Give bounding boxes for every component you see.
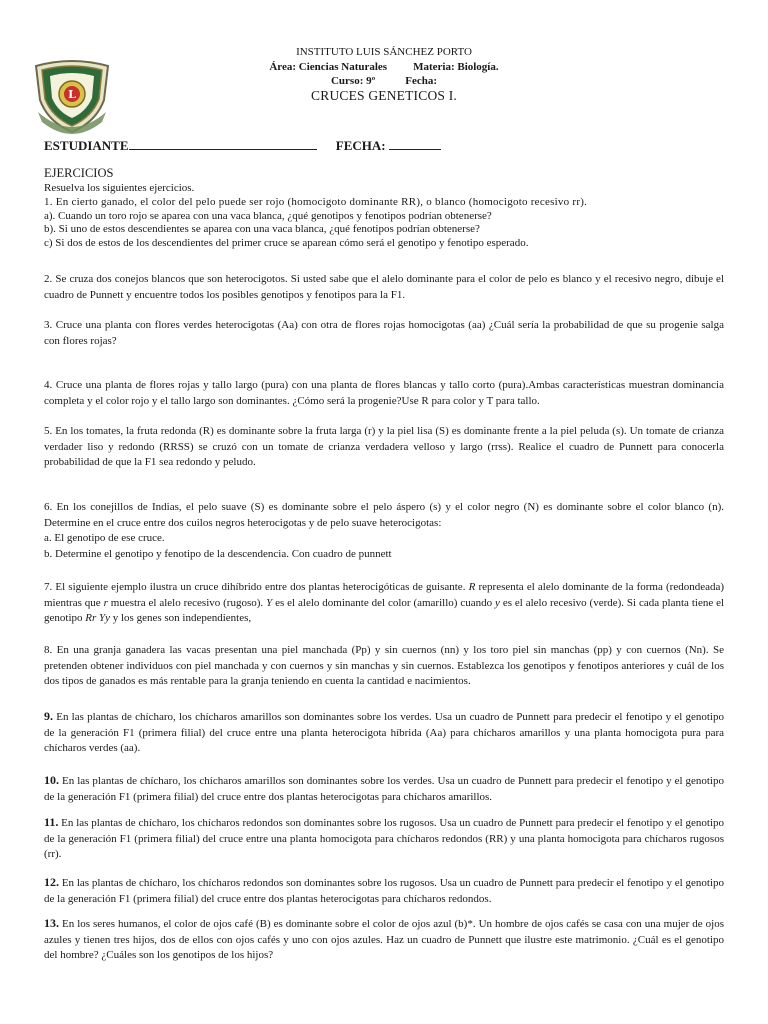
exercise-12-text: 12. En las plantas de chícharo, los chícharos redondos son dominantes sobre los rugosos. Usa un cuadro de Punnett para predecir el fenotipo y el genotipo de la generación F1 (primera filial) del cruce entre dos plantas heterocigotas para chícharos redondos. — [44, 875, 725, 905]
exercise-6-block — [44, 500, 724, 562]
exercise-6-text: 6. En los conejillos de Indias, el pelo suave (S) es dominante sobre el pelo áspero (s) y el color negro (N) es dominante sobre el color blanco (n). Determine en el cruce entre dos cuilos negros heterocigotas y de pelo suave heterocigotas: — [44, 501, 724, 529]
course-date-line — [0, 75, 768, 88]
subject-label: Materia: Biología. — [413, 61, 499, 73]
student-info-line — [44, 138, 441, 154]
exercise-3-text: 3. Cruce una planta con flores verdes heterocigotas (Aa) con otra de flores rojas homocigotas (aa) ¿Cuál sería la probabilidad de que su progenie salga con flores rojas? — [44, 319, 724, 347]
exercise-1c-text: c) Si dos de estos de los descendientes del primer cruce se aparean cómo será el genotipo y fenotipo esperado. — [44, 237, 529, 249]
exercise-4-text: 4. Cruce una planta de flores rojas y tallo largo (pura) con una planta de flores blancas y tallo corto (pura).Ambas características muestran dominancia completa y el color rojo y el tallo largo son dominantes. ¿Cómo será la progenie?Use R para color y T para tallo. — [44, 379, 724, 407]
exercise-8-text: 8. En una granja ganadera las vacas presentan una piel manchada (Pp) y sin cuernos (nn) y los toro piel sin manchas (pp) y con cuernos (Nn). Se pretenden obtener individuos con piel manchada y con cuernos y sin manchas y sin cuernos. Establezca los genotipos y fenotipos anteriores y cuál de los dos tipos de ganados es más rentable para la granja teniendo en cuenta la cantidad e nacimientos. — [44, 644, 724, 687]
exercise-11-text: 11. En las plantas de chícharo, los chícharos redondos son dominantes sobre los rugosos. Usa un cuadro de Punnett para predecir el fenotipo y el genotipo de la generación F1 (primera filial) del cruce entre una planta homocigota para chícharos redondos (RR) y una planta homocigota para chícharos rugosos (rr). — [44, 815, 724, 860]
student-label: ESTUDIANTE — [44, 138, 129, 153]
header-date-label: Fecha: — [405, 75, 438, 87]
svg-text:L: L — [68, 88, 76, 101]
exercise-13-text: 13. En los seres humanos, el color de ojos café (B) es dominante sobre el color de ojos azul (b)*. Un hombre de ojos cafés se casa con una mujer de ojos azules y tienen tres hijos, dos de ellos con ojos cafés y uno con ojos azules. Haz un cuadro de Punnett que ilustre este matrimonio. ¿Cuál es el genotipo del hombre? ¿Cuáles son los genotipos de los hijos? — [44, 916, 725, 961]
exercise-2-text: 2. Se cruza dos conejos blancos que son heterocigotos. Si usted sabe que el alelo dominante para el color de pelo es blanco y el recesivo negro, dibuje el cuadro de Punnett y encuentre todos los posibles genotipos y fenotipos para la F1. — [44, 273, 724, 301]
exercise-6b-text: b. Determine el genotipo y fenotipo de la descendencia. Con cuadro de punnett — [44, 547, 392, 560]
student-date-label: FECHA: — [335, 138, 386, 153]
exercise-10-text: 10. En las plantas de chícharo, los chícharos amarillos son dominantes sobre los verdes. Usa un cuadro de Punnett para predecir el fenotipo y el genotipo de la generación F1 (primera filial) del cruce entre dos plantas heterocigotas para chícharos amarillos. — [44, 773, 724, 803]
exercise-9-text: 9. En las plantas de chícharo, los chícharos amarillos son dominantes sobre los verdes. Usa un cuadro de Punnett para predecir el fenotipo y el genotipo de la generación F1 (primera filial) del cruce entre una planta heterocigota híbrida (Aa) para chícharos amarillos y una planta homocigota pura para chícharos verdes (aa). — [44, 709, 724, 754]
exercise-1b-text: b). Si uno de estos descendientes se aparea con una vaca blanca, ¿qué fenotipos podrían obtenerse? — [44, 223, 480, 235]
exercise-1a-text: a). Cuando un toro rojo se aparea con una vaca blanca, ¿qué genotipos y fenotipos podrían obtenerse? — [44, 210, 492, 222]
institution-name: INSTITUTO LUIS SÁNCHEZ PORTO — [296, 46, 472, 58]
exercises-heading: EJERCICIOS — [44, 166, 114, 180]
exercise-5-text: 5. En los tomates, la fruta redonda (R) es dominante sobre la fruta larga (r) y la piel lisa (S) es dominante frente a la piel peluda (s). Un tomate de crianza verdader liso y redondo (RRSS) se cruzó con un tomate de crianza verdadera velloso y largo (rrss). Realice el cuadro de Punnett para conocerla probabilidad de que la F1 sea redondo y peludo. — [44, 425, 724, 468]
course-label: Curso: 9º — [330, 75, 376, 87]
worksheet-title: CRUCES GENETICOS I. — [311, 88, 457, 103]
student-date-blank[interactable] — [389, 139, 441, 150]
instruction-text: Resuelva los siguientes ejercicios. — [44, 181, 195, 194]
area-subject-line — [0, 61, 768, 74]
exercise-1-text: 1. En cierto ganado, el color del pelo puede ser rojo (homocigoto dominante RR), o blanco (homocigoto recesivo rr). — [44, 195, 588, 208]
exercise-7-text: 7. El siguiente ejemplo ilustra un cruce dihíbrido entre dos plantas heterocigóticas de guisante. R representa el alelo dominante de la forma (redondeada) mientras que r muestra el alelo recesivo (rugoso). Y es el alelo dominante del color (amarillo) cuando y es el alelo recesivo (verde). Si cada planta tiene el genotipo Rr Yy y los genes son independientes, — [44, 581, 725, 624]
exercise-1-block — [44, 166, 724, 250]
area-label: Área: Ciencias Naturales — [269, 61, 388, 73]
student-name-blank[interactable] — [129, 139, 317, 150]
exercise-6a-text: a. El genotipo de ese cruce. — [44, 532, 165, 544]
